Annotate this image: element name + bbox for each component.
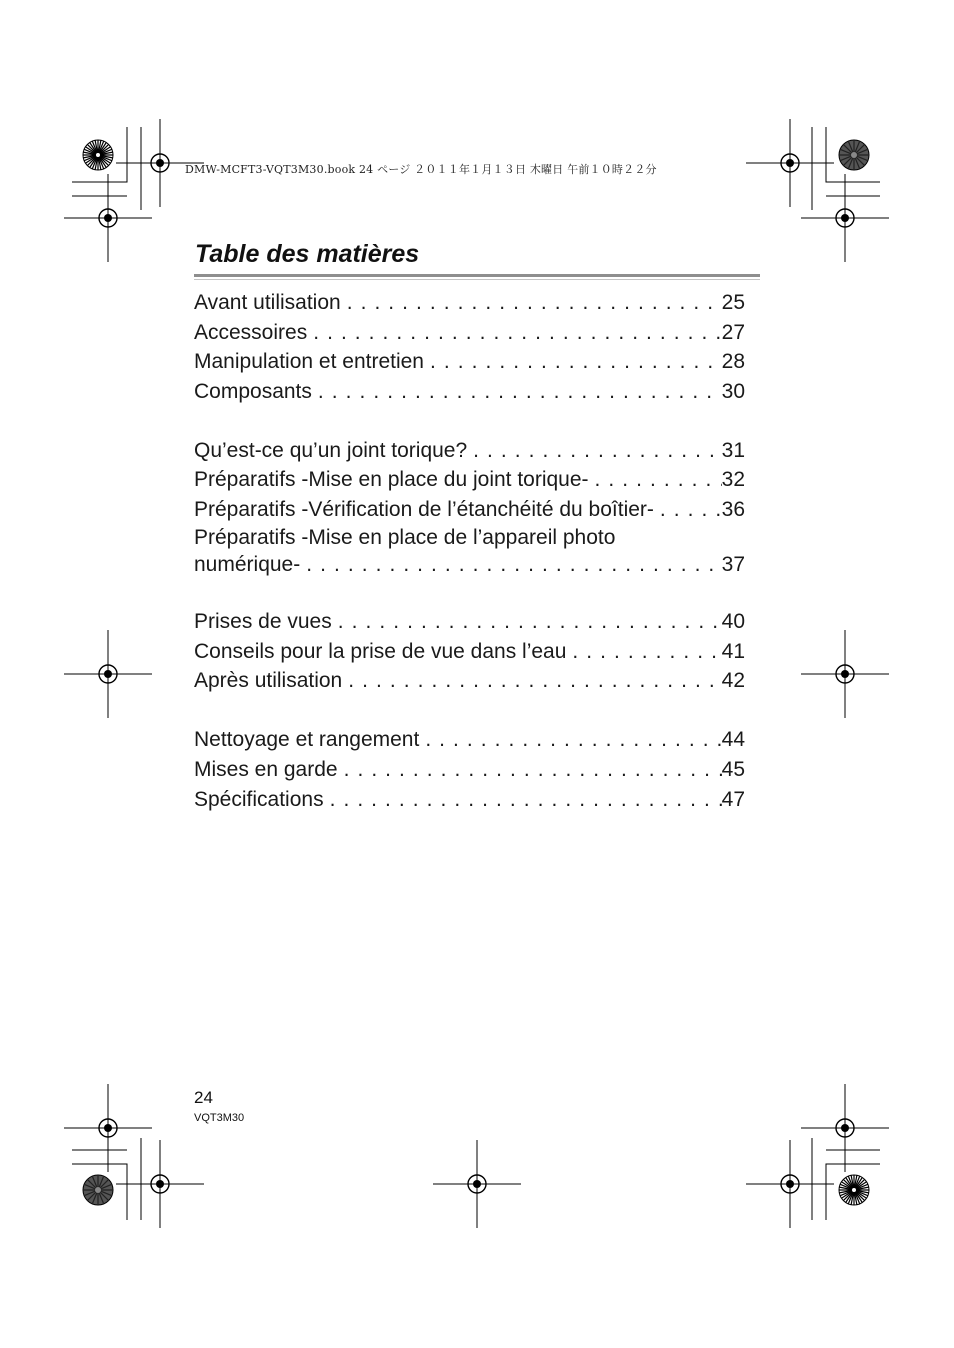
toc-entry-label: Nettoyage et rangement — [194, 728, 420, 752]
toc-entry[interactable] — [194, 377, 745, 407]
toc-entry-page: 40 — [721, 610, 745, 634]
leader-dots — [467, 436, 721, 466]
toc-entry[interactable] — [194, 607, 745, 637]
toc-entry-label: Préparatifs -Mise en place du joint torique- — [194, 468, 589, 492]
toc-entry-page: 45 — [721, 758, 745, 782]
toc-entry[interactable] — [194, 465, 745, 495]
toc-entry-label: Spécifications — [194, 787, 324, 811]
toc-entry-page: 37 — [721, 552, 745, 576]
toc-group — [194, 607, 745, 696]
toc-group — [194, 288, 745, 406]
toc-entry-page: 32 — [721, 468, 745, 492]
leader-dots — [589, 465, 722, 495]
toc-entry-label: Préparatifs -Vérification de l’étanchéité du boîtier- — [194, 498, 654, 522]
toc-entry-label: Préparatifs -Mise en place de l’appareil photo — [194, 525, 616, 549]
toc-group — [194, 725, 745, 814]
print-slug-header: DMW-MCFT3-VQT3M30.book 24 ページ ２０１１年１月１３日 木曜日 午前１０時２２分 — [185, 163, 657, 176]
toc-entry-page: 36 — [721, 498, 745, 522]
leader-dots — [324, 785, 722, 815]
leader-dots — [312, 377, 722, 407]
leader-dots — [338, 755, 722, 785]
toc-entry[interactable] — [194, 637, 745, 667]
toc-entry-page: 25 — [721, 291, 745, 314]
toc-entry-page: 27 — [721, 320, 745, 344]
toc-entry-label: Après utilisation — [194, 669, 343, 693]
toc-entry-page: 31 — [721, 438, 745, 462]
toc-entry-page: 44 — [721, 728, 745, 752]
leader-dots — [419, 725, 721, 755]
toc-entry-label: Accessoires — [194, 320, 308, 344]
toc-entry-label: Manipulation et entretien — [194, 350, 424, 374]
toc-entry[interactable] — [194, 436, 745, 466]
table-of-contents — [194, 288, 745, 844]
toc-entry-page: 47 — [721, 787, 745, 811]
leader-dots — [307, 318, 721, 348]
toc-entry[interactable] — [194, 525, 745, 578]
toc-entry[interactable] — [194, 495, 745, 525]
toc-entry[interactable] — [194, 318, 745, 348]
toc-entry-page: 30 — [721, 379, 745, 403]
toc-entry-page: 42 — [721, 669, 745, 693]
toc-entry[interactable] — [194, 785, 745, 815]
document-code: VQT3M30 — [194, 1112, 245, 1124]
leader-dots — [332, 607, 722, 637]
page-title: Table des matières — [195, 240, 420, 268]
title-underline — [194, 274, 760, 277]
leader-dots — [566, 637, 721, 667]
leader-dots — [341, 288, 722, 318]
leader-dots — [342, 666, 721, 696]
page-number: 24 — [194, 1088, 213, 1107]
toc-entry-page: 28 — [721, 350, 745, 374]
toc-group — [194, 436, 745, 578]
leader-dots — [300, 551, 721, 578]
toc-entry-page: 41 — [721, 639, 745, 663]
title-underline-light — [194, 279, 760, 280]
toc-entry-label: Prises de vues — [194, 610, 332, 634]
toc-entry[interactable] — [194, 725, 745, 755]
toc-entry[interactable] — [194, 666, 745, 696]
toc-entry-label: Avant utilisation — [194, 291, 341, 314]
toc-entry[interactable] — [194, 347, 745, 377]
toc-entry[interactable] — [194, 755, 745, 785]
toc-entry-label: Qu’est-ce qu’un joint torique? — [194, 438, 468, 462]
toc-entry-label: Composants — [194, 379, 312, 403]
toc-entry-label: Conseils pour la prise de vue dans l’eau — [194, 639, 567, 663]
leader-dots — [654, 495, 722, 525]
toc-entry-label-continued: numérique- — [194, 552, 301, 576]
toc-entry[interactable] — [194, 288, 745, 318]
toc-entry-label: Mises en garde — [194, 758, 338, 782]
leader-dots — [424, 347, 722, 377]
